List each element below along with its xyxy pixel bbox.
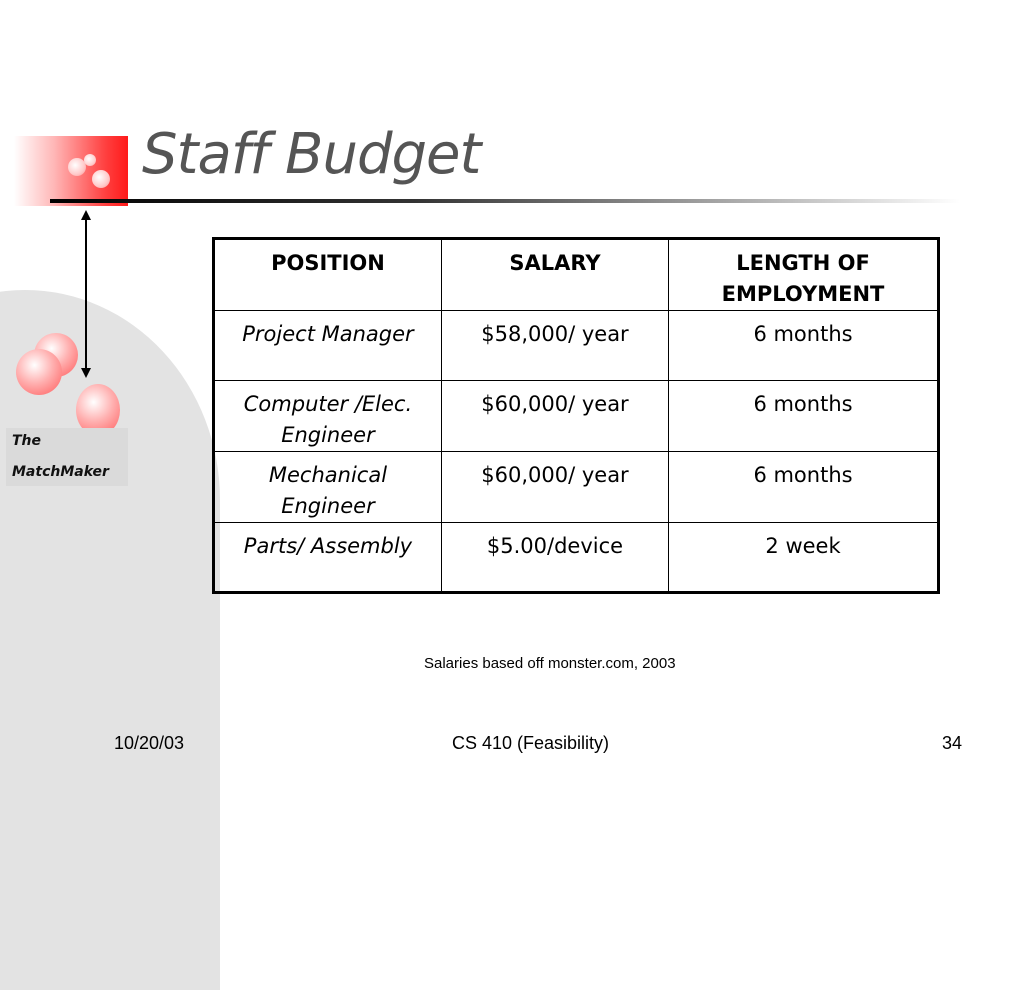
double-arrow-line: [85, 216, 87, 374]
cell-salary: $5.00/device: [441, 523, 668, 593]
cell-salary: $60,000/ year: [441, 452, 668, 523]
table-row: [214, 311, 939, 381]
arrow-down-icon: [81, 368, 91, 378]
header-salary: SALARY: [441, 239, 668, 311]
cell-salary: $60,000/ year: [441, 381, 668, 452]
cell-length: 6 months: [669, 381, 939, 452]
cell-length: 6 months: [669, 311, 939, 381]
cell-salary: $58,000/ year: [441, 311, 668, 381]
header-length-text: LENGTH OF EMPLOYMENT: [721, 251, 885, 306]
table-row: [214, 452, 939, 523]
table-row: [214, 523, 939, 593]
cell-position: Computer /Elec. Engineer: [214, 381, 442, 452]
decorative-dot: [84, 154, 96, 166]
header-length: [669, 239, 939, 311]
footer-course: CS 410 (Feasibility): [452, 733, 610, 753]
arrow-up-icon: [81, 210, 91, 220]
salary-source-note: Salaries based off monster.com, 2003: [424, 655, 676, 672]
staff-budget-table: [212, 237, 940, 594]
cell-length: 2 week: [669, 523, 939, 593]
brand-line-2: MatchMaker: [12, 464, 109, 480]
cell-position: Project Manager: [214, 311, 442, 381]
cell-length: 6 months: [669, 452, 939, 523]
brand-line-1: The: [12, 433, 42, 449]
decorative-ball: [16, 349, 62, 395]
cell-position: Parts/ Assembly: [214, 523, 442, 593]
footer-date: 10/20/03: [114, 733, 185, 753]
decorative-dot: [92, 170, 110, 188]
footer-page-number: 34: [942, 733, 963, 753]
slide-title: Staff Budget: [142, 122, 481, 187]
title-underline: [50, 199, 960, 203]
cell-position: Mechanical Engineer: [214, 452, 442, 523]
header-position: POSITION: [214, 239, 442, 311]
table-row: [214, 381, 939, 452]
table-header-row: [214, 239, 939, 311]
